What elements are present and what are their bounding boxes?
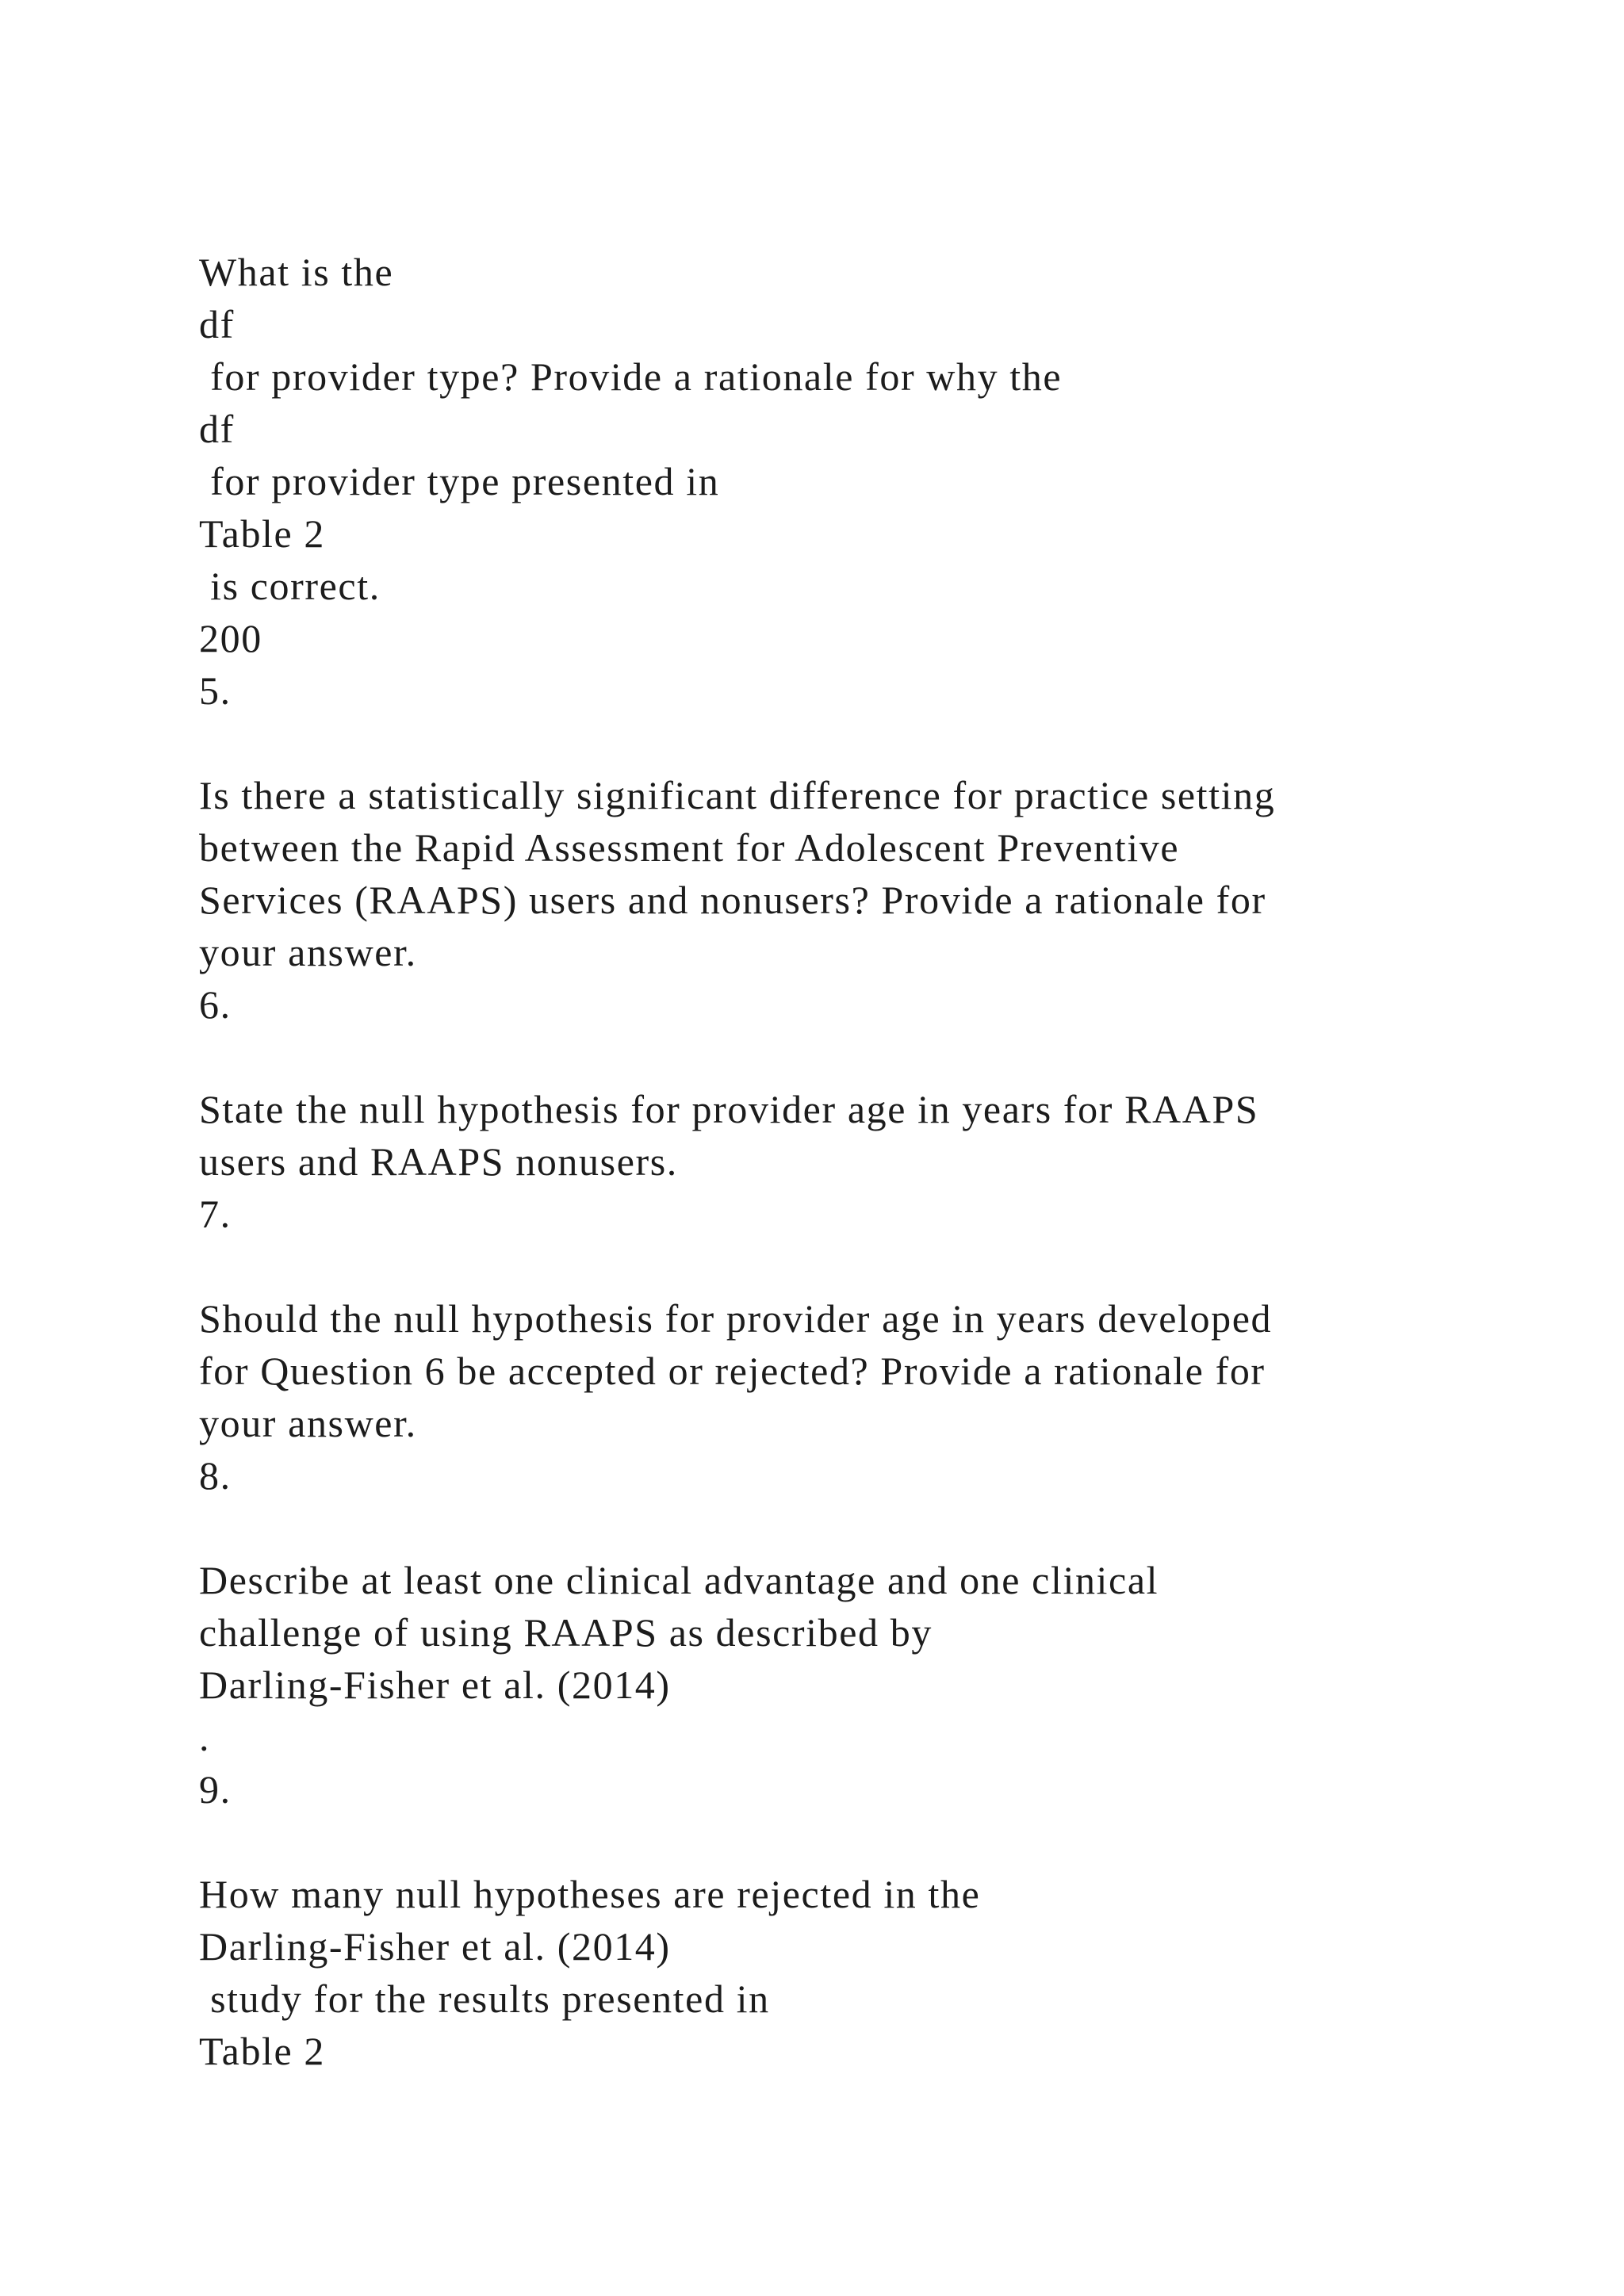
question-5-text: between the Rapid Assessment for Adolescent Preventive [199, 825, 1180, 870]
question-5-text: Is there a statistically significant difference for practice setting [199, 773, 1276, 817]
question-6-text: State the null hypothesis for provider age in years for RAAPS [199, 1087, 1259, 1131]
question-9-text: Darling-Fisher et al. (2014) [199, 1924, 671, 1969]
question-7-text: your answer. [199, 1401, 417, 1445]
question-5-text: your answer. [199, 930, 417, 974]
question-9-text: How many null hypotheses are rejected in the [199, 1872, 981, 1916]
question-5-text: Services (RAAPS) users and nonusers? Provide a rationale for [199, 878, 1266, 922]
blank-line [199, 1240, 1507, 1292]
blank-line [199, 717, 1507, 769]
text-line: for provider type presented in [199, 459, 720, 503]
document-text [199, 246, 1507, 2077]
text-line: for provider type? Provide a rationale for why the [199, 354, 1063, 399]
question-9-text: study for the results presented in [199, 1976, 770, 2021]
question-7-text: Should the null hypothesis for provider age in years developed [199, 1296, 1273, 1341]
question-8-text: . [199, 1715, 211, 1759]
text-line: is correct. [199, 564, 381, 608]
question-number: 9. [199, 1767, 232, 1812]
question-8-text: challenge of using RAAPS as described by [199, 1610, 933, 1655]
question-9-text: Table 2 [199, 2029, 326, 2073]
question-7-text: for Question 6 be accepted or rejected? Provide a rationale for [199, 1349, 1266, 1393]
text-line: 200 [199, 616, 262, 660]
question-number: 6. [199, 982, 232, 1027]
blank-line [199, 1816, 1507, 1868]
text-line: Table 2 [199, 511, 326, 556]
question-8-text: Describe at least one clinical advantage and one clinical [199, 1558, 1159, 1602]
blank-line [199, 1031, 1507, 1083]
question-6-text: users and RAAPS nonusers. [199, 1139, 678, 1184]
text-line: df [199, 407, 235, 451]
question-number: 5. [199, 668, 232, 713]
blank-line [199, 1502, 1507, 1554]
text-line: What is the [199, 250, 394, 294]
question-number: 8. [199, 1453, 232, 1498]
question-8-text: Darling-Fisher et al. (2014) [199, 1663, 671, 1707]
text-line: df [199, 302, 235, 346]
question-number: 7. [199, 1192, 232, 1236]
